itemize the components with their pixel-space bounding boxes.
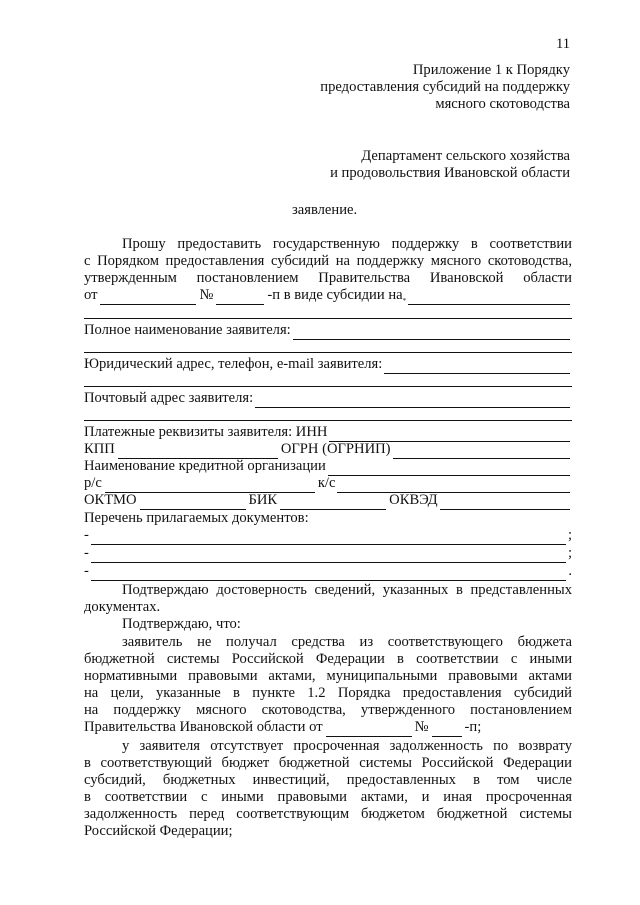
full-name-label: Полное наименование заявителя: [84, 322, 291, 338]
codes-row [84, 492, 572, 510]
bank-name-field[interactable] [328, 462, 570, 476]
postal-address-field[interactable] [255, 394, 570, 408]
clause1-line-1: заявитель не получал средства из соответствующего бюджета [122, 634, 572, 650]
from-label: от [84, 287, 98, 303]
document-item-2 [84, 545, 572, 563]
document-field-1[interactable] [91, 531, 566, 545]
clause2-line-2: в соответствующий бюджет бюджетной системы Российской Федерации [84, 755, 572, 771]
resolution-number-field[interactable] [216, 291, 264, 305]
clause1-line-6-suffix: -п; [464, 719, 482, 735]
item-end-mark: . [568, 563, 572, 579]
document-item-3 [84, 563, 572, 581]
full-name-row [84, 322, 572, 340]
inn-field[interactable] [329, 428, 570, 442]
request-line-4 [84, 287, 572, 305]
kpp-label: КПП [84, 441, 115, 457]
legal-address-field[interactable] [384, 360, 570, 374]
confirm-line-1: Подтверждаю достоверность сведений, указанных в представленных [122, 582, 572, 598]
clause1-line-4: на цели, указанные в пункте 1.2 Порядка предоставления субсидий [84, 685, 572, 701]
subsidy-purpose-field[interactable] [408, 291, 570, 305]
legal-address-row [84, 356, 572, 374]
clause2-line-4: в соответствии с иными правовыми актами, и иная просроченная [84, 789, 572, 805]
appendix-line-3: мясного скотоводства [435, 96, 570, 112]
confirm-line-2: документах. [84, 599, 161, 615]
page-number: 11 [555, 36, 570, 52]
confirm-that: Подтверждаю, что: [122, 616, 241, 632]
order-number-field[interactable] [432, 723, 462, 737]
legal-address-label: Юридический адрес, телефон, e-mail заявителя: [84, 356, 383, 372]
kpp-field[interactable] [118, 445, 278, 459]
bank-name-row [84, 458, 572, 476]
corr-account-label: к/с [317, 475, 336, 491]
date-field[interactable] [100, 291, 196, 305]
payment-details-label: Платежные реквизиты заявителя: ИНН [84, 424, 328, 440]
ogrn-label: ОГРН (ОГРНИП) [280, 441, 391, 457]
full-name-field[interactable] [293, 326, 570, 340]
legal-address-continuation-line[interactable] [84, 386, 572, 387]
request-line-3: утвержденным постановлением Правительства Ивановской области [84, 270, 572, 286]
okved-label: ОКВЭД [389, 492, 438, 508]
document-title: заявление. [292, 202, 358, 218]
clause1-line-5: на поддержку мясного скотоводства, утвержденного постановлением [84, 702, 572, 718]
order-date-field[interactable] [326, 723, 412, 737]
clause1-line-3: нормативными правовыми актами, муниципальными правовыми актами [84, 668, 572, 684]
clause2-line-6: Российской Федерации; [84, 823, 233, 839]
accounts-row [84, 475, 572, 493]
postal-address-label: Почтовый адрес заявителя: [84, 390, 254, 406]
oktmo-label: ОКТМО [84, 492, 137, 508]
document-field-3[interactable] [91, 567, 566, 581]
number-sign: № [199, 287, 214, 303]
bullet-dash: - [84, 527, 89, 543]
request-line-1: Прошу предоставить государственную поддержку в соответствии [122, 236, 572, 252]
item-end-mark: ; [567, 527, 572, 543]
appendix-line-2: предоставления субсидий на поддержку [320, 79, 570, 95]
document-field-2[interactable] [91, 549, 566, 563]
subsidy-label: -п в виде субсидии на [267, 287, 403, 303]
full-name-continuation-line[interactable] [84, 352, 572, 353]
bullet-dash: - [84, 563, 89, 579]
postal-address-continuation-line[interactable] [84, 420, 572, 421]
footnote-mark: * [402, 296, 407, 305]
item-end-mark: ; [567, 545, 572, 561]
addressee-line-1: Департамент сельского хозяйства [361, 148, 570, 164]
kpp-ogrn-row [84, 441, 572, 459]
corr-account-field[interactable] [337, 479, 570, 493]
postal-address-row [84, 390, 572, 408]
bik-field[interactable] [280, 496, 386, 510]
bik-label: БИК [248, 492, 278, 508]
clause1-number-sign: № [414, 719, 429, 735]
clause2-line-5: задолженность перед соответствующим бюджетом бюджетной системы [84, 806, 572, 822]
clause2-line-3: субсидий, бюджетных инвестиций, предоставленных в том числе [84, 772, 572, 788]
clause1-line-6 [84, 719, 572, 737]
bank-name-label: Наименование кредитной организации [84, 458, 326, 474]
documents-list-label: Перечень прилагаемых документов: [84, 510, 309, 526]
account-field[interactable] [105, 479, 315, 493]
addressee-line-2: и продовольствия Ивановской области [330, 165, 570, 181]
clause1-line-6-prefix: Правительства Ивановской области от [84, 719, 323, 735]
document-item-1 [84, 527, 572, 545]
ogrn-field[interactable] [393, 445, 570, 459]
clause1-line-2: бюджетной системы Российской Федерации в соответствии с иными [84, 651, 572, 667]
bullet-dash: - [84, 545, 89, 561]
clause2-line-1: у заявителя отсутствует просроченная задолженность по возврату [122, 738, 572, 754]
inn-row [84, 424, 572, 442]
oktmo-field[interactable] [140, 496, 246, 510]
okved-field[interactable] [440, 496, 570, 510]
appendix-line-1: Приложение 1 к Порядку [412, 62, 570, 78]
subsidy-purpose-continuation-line[interactable] [84, 318, 572, 319]
request-line-2: с Порядком предоставления субсидий на поддержку мясного скотоводства, [84, 253, 572, 269]
account-label: р/с [84, 475, 102, 491]
